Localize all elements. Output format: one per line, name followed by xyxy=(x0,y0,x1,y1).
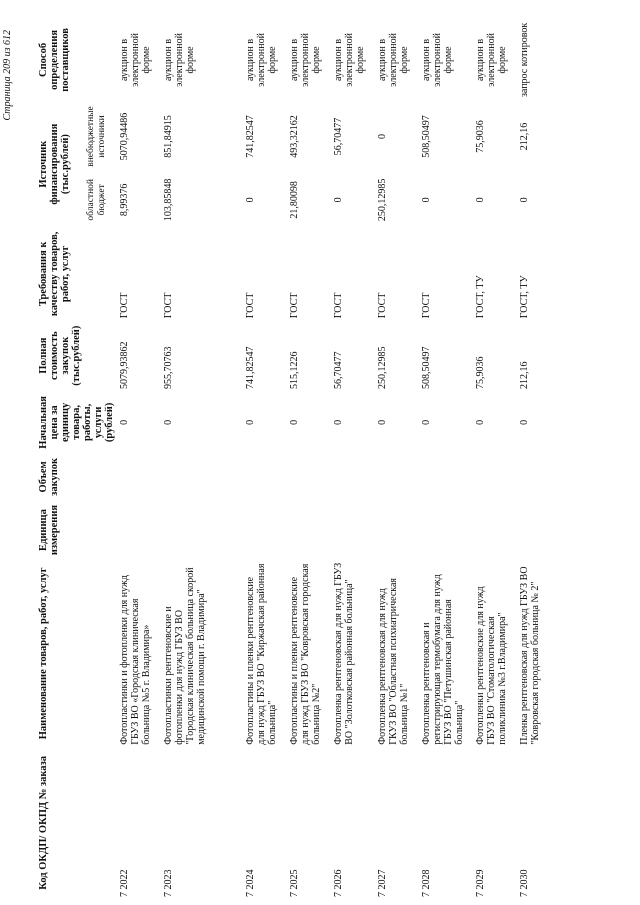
cell-total: 75,9036 xyxy=(475,356,486,390)
cell-unit xyxy=(331,500,375,560)
cell-name: Фотопластинки рентгеновские и фотопленки для нужд ГБУЗ ВО "Городская клиническая больница скорой медицинской помощи г. Владимира" xyxy=(163,567,207,745)
cell-code: 7 2025 xyxy=(289,869,300,897)
cell-requirements: ГОСТ xyxy=(245,292,256,319)
cell-price: 0 xyxy=(519,419,530,425)
cell-code: 7 2027 xyxy=(377,869,388,897)
cell-total: 212,16 xyxy=(519,361,530,390)
cell-requirements: ГОСТ xyxy=(289,292,300,319)
cell-regional: 0 xyxy=(333,197,344,203)
cell-code: 7 2022 xyxy=(119,869,130,897)
header-price: Начальная цена за единицу товара, работы, услуги (рублей) xyxy=(38,396,115,449)
cell-method: аукцион в электронной форме xyxy=(475,33,508,87)
cell-external: 56,70477 xyxy=(333,117,344,156)
cell-unit xyxy=(517,500,561,560)
cell-code: 7 2028 xyxy=(421,869,432,897)
cell-method: аукцион в электронной форме xyxy=(119,33,152,87)
cell-total: 955,70763 xyxy=(163,346,174,390)
header-volume: Объем закупок xyxy=(38,457,60,496)
cell-name: Фотопластины и пленки рентгеновские для нужд ГБУЗ ВО "Ковровская городская больница №2" xyxy=(289,563,322,745)
cell-external: 5070,94486 xyxy=(119,112,130,161)
cell-requirements: ГОСТ, ТУ xyxy=(475,275,486,319)
table-row xyxy=(117,19,161,899)
cell-regional: 8,99376 xyxy=(119,183,130,217)
cell-name: Фотопленка рентгеновская для нужд ГБУЗ ВО "Золотковская районная больница" xyxy=(333,562,355,745)
cell-external: 0 xyxy=(377,134,388,140)
table-row xyxy=(287,19,331,899)
cell-requirements: ГОСТ xyxy=(333,292,344,319)
cell-regional: 103,85848 xyxy=(163,178,174,222)
cell-code: 7 2024 xyxy=(245,869,256,897)
cell-code: 7 2026 xyxy=(333,869,344,897)
table-row xyxy=(419,19,473,899)
cell-method: аукцион в электронной форме xyxy=(163,33,196,87)
cell-code: 7 2029 xyxy=(475,869,486,897)
cell-method: аукцион в электронной форме xyxy=(377,33,410,87)
header-regional: областной бюджет xyxy=(85,179,107,221)
header-method: Способ определения поставщиков xyxy=(38,28,71,92)
cell-requirements: ГОСТ xyxy=(421,292,432,319)
cell-unit xyxy=(287,500,331,560)
table-row xyxy=(161,19,243,899)
header-funding: Источник финансирования (тыс.рублей) xyxy=(38,123,71,205)
cell-method: аукцион в электронной форме xyxy=(333,33,366,87)
cell-requirements: ГОСТ, ТУ xyxy=(519,275,530,319)
cell-name: Фотопленка рентгеновская для нужд ГКУЗ ВО "Областная психиатрическая больница №1" xyxy=(377,577,410,745)
cell-code: 7 2030 xyxy=(519,869,530,897)
cell-requirements: ГОСТ xyxy=(163,292,174,319)
table-row xyxy=(375,19,419,899)
table-header-row xyxy=(36,19,84,899)
header-name: Наименование товаров, работ, услуг xyxy=(38,567,49,740)
cell-code: 7 2023 xyxy=(163,869,174,897)
cell-external: 493,32162 xyxy=(289,115,300,158)
cell-external: 212,16 xyxy=(519,122,530,151)
cell-volume xyxy=(517,454,561,500)
cell-regional: 0 xyxy=(245,197,256,203)
procurement-table xyxy=(36,19,561,899)
table-row xyxy=(331,19,375,899)
cell-total: 515,1226 xyxy=(289,351,300,390)
cell-total: 508,50497 xyxy=(421,346,432,390)
cell-total: 250,12985 xyxy=(377,346,388,390)
page-number: Страница 209 из 612 xyxy=(2,30,13,121)
cell-method: аукцион в электронной форме xyxy=(289,33,322,87)
cell-volume xyxy=(161,454,243,500)
cell-volume xyxy=(473,454,517,500)
cell-external: 75,9036 xyxy=(475,120,486,153)
cell-regional: 250,12985 xyxy=(377,178,388,222)
cell-regional: 0 xyxy=(475,197,486,203)
cell-regional: 0 xyxy=(519,197,530,203)
header-external: внебюджетные источники xyxy=(85,106,107,167)
cell-total: 5079,93862 xyxy=(119,341,130,390)
header-requirements: Требования к качеству товаров, работ, услуг xyxy=(38,231,71,317)
cell-unit xyxy=(375,500,419,560)
cell-volume xyxy=(375,454,419,500)
cell-volume xyxy=(331,454,375,500)
cell-price: 0 xyxy=(421,419,432,425)
cell-price: 0 xyxy=(289,419,300,425)
cell-method: запрос котировок xyxy=(519,22,530,98)
cell-unit xyxy=(473,500,517,560)
cell-price: 0 xyxy=(377,419,388,425)
cell-regional: 21,80098 xyxy=(289,181,300,219)
cell-method: аукцион в электронной форме xyxy=(245,33,278,87)
cell-price: 0 xyxy=(333,419,344,425)
cell-name: Фотопленки рентгеновские для нужд ГБУЗ ВО "Стоматологическая поликлиника №3 г.Владимира" xyxy=(475,586,508,745)
cell-unit xyxy=(243,500,287,560)
cell-total: 56,70477 xyxy=(333,351,344,390)
cell-name: Фотопластинки и фотопленки для нужд ГБУЗ ВО «Городская клиническая больница №5 г. Владимира» xyxy=(119,575,152,745)
cell-total: 741,82547 xyxy=(245,346,256,390)
cell-volume xyxy=(287,454,331,500)
header-code: Код ОКДП/ ОКПД № заказа xyxy=(38,756,49,890)
cell-requirements: ГОСТ xyxy=(377,292,388,319)
cell-external: 508,50497 xyxy=(421,115,432,158)
cell-price: 0 xyxy=(119,419,130,425)
cell-price: 0 xyxy=(475,419,486,425)
cell-external: 851,84915 xyxy=(163,115,174,158)
cell-volume xyxy=(243,454,287,500)
header-unit: Единица измерения xyxy=(38,504,60,556)
cell-requirements: ГОСТ xyxy=(119,292,130,319)
cell-regional: 0 xyxy=(421,197,432,203)
table-row xyxy=(243,19,287,899)
cell-name: Пленка рентгеновская для нужд ГБУЗ ВО "Ковровская городская больница № 2" xyxy=(519,566,541,745)
cell-name: Фотопленка рентгеновская и регистрирующая термобумага для нужд ГБУЗ ВО "Петушинская районная больница" xyxy=(421,574,465,745)
cell-volume xyxy=(419,454,473,500)
table-row xyxy=(473,19,517,899)
cell-unit xyxy=(419,500,473,560)
cell-method: аукцион в электронной форме xyxy=(421,33,454,87)
cell-unit xyxy=(117,500,161,560)
table-row xyxy=(517,19,561,899)
cell-name: Фотопластины и пленки рентгеновские для нужд ГБУЗ ВО "Киржачская районная больница" xyxy=(245,563,278,745)
cell-volume xyxy=(117,454,161,500)
cell-unit xyxy=(161,500,243,560)
cell-external: 741,82547 xyxy=(245,115,256,158)
cell-price: 0 xyxy=(163,419,174,425)
cell-price: 0 xyxy=(245,419,256,425)
header-total: Полная стоимость закупок (тыс.рублей) xyxy=(38,325,82,386)
